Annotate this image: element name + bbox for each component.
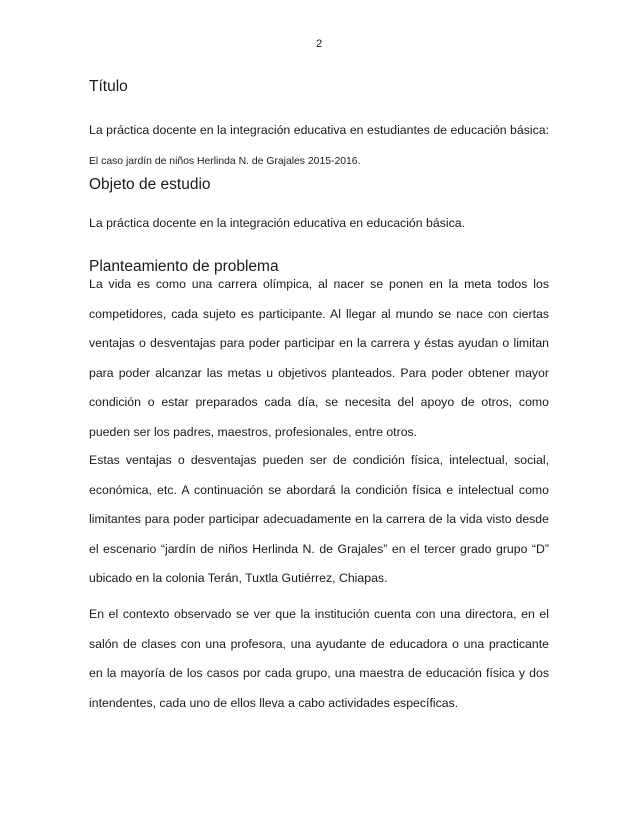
heading-titulo: Título: [89, 78, 128, 95]
page-number: 2: [315, 38, 323, 50]
paragraph-1: La vida es como una carrera olímpica, al nacer se ponen en la meta todos los competidores, cada sujeto es participante. Al llegar al mundo se nace con ciertas ventajas o desventajas para poder participar en la carrera y éstas ayudan o limitan para poder alcanzar las metas u objetivos planteados. Para poder obtener mayor condición o estar preparados cada día, se necesita del apoyo de otros, como pueden ser los padres, maestros, profesionales, entre otros.: [89, 277, 549, 439]
objeto-text: La práctica docente en la integración educativa en educación básica.: [89, 216, 465, 230]
heading-planteamiento: Planteamiento de problema: [89, 258, 279, 275]
titulo-text-main: La práctica docente en la integración educativa en estudiantes de educación básica:: [89, 123, 549, 137]
titulo-text: [89, 115, 549, 177]
titulo-text-small: El caso jardín de niños Herlinda N. de Grajales 2015-2016.: [89, 156, 361, 167]
paragraph-3: En el contexto observado se ver que la institución cuenta con una directora, en el salón de clases con una profesora, una ayudante de educadora o una practicante en la mayoría de los casos por cada grupo, una maestra de educación física y dos intendentes, cada uno de ellos lleva a cabo actividades específicas.: [89, 607, 549, 710]
paragraph-2: Estas ventajas o desventajas pueden ser de condición física, intelectual, social, económica, etc. A continuación se abordará la condición física e intelectual como limitantes para poder participar adecuadamente en la carrera de la vida visto desde el escenario “jardín de niños Herlinda N. de Grajales” en el tercer grado grupo “D” ubicado en la colonia Terán, Tuxtla Gutiérrez, Chiapas.: [89, 453, 549, 585]
heading-objeto: Objeto de estudio: [89, 176, 211, 193]
